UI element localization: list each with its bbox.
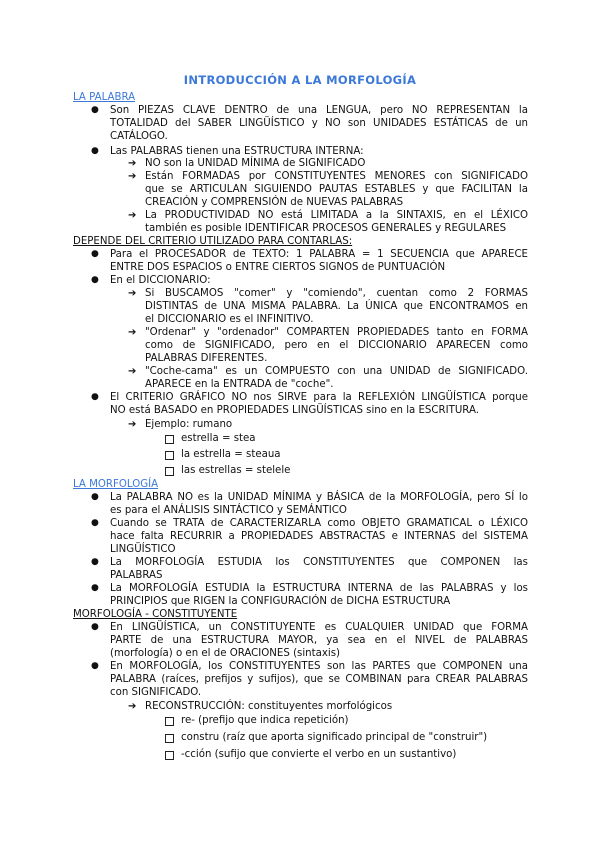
bullet-icon: ● bbox=[91, 583, 99, 593]
checkbox-icon bbox=[165, 717, 174, 726]
palabra-s2-line1: Están FORMADAS por CONSTITUYENTES MENORES con SIGNIFICADO bbox=[145, 171, 528, 182]
constituyente-b2-line3: con SIGNIFICADO. bbox=[110, 687, 202, 698]
palabra-b1-line1: Son PIEZAS CLAVE DENTRO de una LENGUA, pero NO REPRESENTAN la bbox=[110, 105, 528, 116]
criterio-b3-line1: El CRITERIO GRÁFICO NO nos SIRVE para la REFLEXIÓN LINGÜÍSTICA porque bbox=[110, 392, 528, 403]
arrow-icon: ➔ bbox=[128, 327, 137, 338]
palabra-b1-line3: CATÁLOGO. bbox=[110, 131, 168, 142]
morfologia-b1-line1: La PALABRA NO es la UNIDAD MÍNIMA y BÁSICA de la MORFOLOGÍA, pero SÍ lo bbox=[110, 492, 528, 503]
criterio-b3-line2: NO está BASADO en PROPIEDADES LINGÜÍSTICAS sino en la ESCRITURA. bbox=[110, 405, 479, 416]
bullet-icon: ● bbox=[91, 518, 99, 528]
constituyente-b1-line2: PARTE de una ESTRUCTURA MAYOR, ya sea en el NIVEL de PALABRAS bbox=[110, 635, 528, 646]
arrow-icon: ➔ bbox=[128, 288, 137, 299]
bullet-icon: ● bbox=[91, 105, 99, 115]
arrow-icon: ➔ bbox=[128, 366, 137, 377]
bullet-icon: ● bbox=[91, 661, 99, 671]
palabra-b1-line2: TOTALIDAD del SABER LINGÜÍSTICO y NO son UNIDADES ESTÁTICAS de un bbox=[110, 118, 528, 129]
criterio-s2-line2: como de SIGNIFICADO, pero en el DICCIONARIO APARECEN como bbox=[145, 340, 528, 351]
criterio-b1-line1: Para el PROCESADOR de TEXTO: 1 PALABRA = 1 SECUENCIA que APARECE bbox=[110, 249, 528, 260]
bullet-icon: ● bbox=[91, 622, 99, 632]
morfologia-b1-line2: es para el ANÁLISIS SINTÁCTICO y SEMÁNTICO bbox=[110, 505, 347, 516]
criterio-s1-line1: Si BUSCAMOS "comer" y "comiendo", cuentan como 2 FORMAS bbox=[145, 288, 528, 299]
bullet-icon: ● bbox=[91, 492, 99, 502]
criterio-b1-line2: ENTRE DOS ESPACIOS o ENTRE CIERTOS SIGNOS de PUNTUACIÓN bbox=[110, 262, 446, 273]
palabra-s3-line1: La PRODUCTIVIDAD NO está LIMITADA a la SINTAXIS, en el LÉXICO bbox=[145, 210, 528, 221]
arrow-icon: ➔ bbox=[128, 210, 137, 221]
checkbox-icon bbox=[165, 751, 174, 760]
criterio-b2: En el DICCIONARIO: bbox=[110, 275, 211, 286]
bullet-icon: ● bbox=[91, 146, 99, 156]
criterio-c1: estrella = stea bbox=[181, 433, 256, 444]
palabra-b2: Las PALABRAS tienen una ESTRUCTURA INTERNA: bbox=[110, 146, 364, 157]
palabra-s2-line2: que se ARTICULAN SIGUIENDO PAUTAS ESTABLES y que FACILITAN la bbox=[145, 184, 528, 195]
constituyente-b1-line3: (morfología) o en el de ORACIONES (sintaxis) bbox=[110, 648, 341, 659]
arrow-icon: ➔ bbox=[128, 171, 137, 182]
constituyente-b2-line2: PALABRA (raíces, prefijos y sufijos), que se COMBINAN para CREAR PALABRAS bbox=[110, 674, 528, 685]
arrow-icon: ➔ bbox=[128, 158, 137, 169]
criterio-s3-line2: APARECE en la ENTRADA de "coche". bbox=[145, 379, 334, 390]
criterio-c3: las estrellas = stelele bbox=[181, 465, 291, 476]
constituyente-c2: constru (raíz que aporta significado principal de "construir") bbox=[181, 732, 488, 743]
constituyente-c3: -cción (sufijo que convierte el verbo en un sustantivo) bbox=[181, 749, 457, 760]
criterio-ejemplo: Ejemplo: rumano bbox=[145, 419, 233, 430]
morfologia-b3-line1: La MORFOLOGÍA ESTUDIA los CONSTITUYENTES que COMPONEN las bbox=[110, 557, 528, 568]
criterio-s2-line1: "Ordenar" y "ordenador" COMPARTEN PROPIEDADES tanto en FORMA bbox=[145, 327, 528, 338]
constituyente-b1-line1: En LINGÜÍSTICA, un CONSTITUYENTE es CUALQUIER UNIDAD que FORMA bbox=[110, 622, 528, 633]
arrow-icon: ➔ bbox=[128, 419, 137, 430]
criterio-s2-line3: PALABRAS DIFERENTES. bbox=[145, 353, 268, 364]
morfologia-b2-line3: LINGÜÍSTICO bbox=[110, 544, 176, 555]
constituyente-s1: RECONSTRUCCIÓN: constituyentes morfológicos bbox=[145, 701, 393, 712]
checkbox-icon bbox=[165, 734, 174, 743]
checkbox-icon bbox=[165, 435, 174, 444]
morfologia-b2-line2: hace falta RECURRIR a PROPIEDADES ABSTRACTAS e INTERNAS del SISTEMA bbox=[110, 531, 528, 542]
criterio-s3-line1: "Coche-cama" es un COMPUESTO con una UNIDAD de SIGNIFICADO. bbox=[145, 366, 528, 377]
palabra-s3-line2: también es posible IDENTIFICAR PROCESOS GENERALES y REGULARES bbox=[145, 223, 507, 234]
heading-la-morfologia: LA MORFOLOGÍA bbox=[73, 479, 159, 490]
criterio-s1-line2: DISTINTAS de UNA MISMA PALABRA. La ÚNICA que ENCONTRAMOS en bbox=[145, 301, 528, 312]
morfologia-b2-line1: Cuando se TRATA de CARACTERIZARLA como OBJETO GRAMATICAL o LÉXICO bbox=[110, 518, 528, 529]
bullet-icon: ● bbox=[91, 392, 99, 402]
heading-la-palabra: LA PALABRA bbox=[73, 92, 136, 103]
checkbox-icon bbox=[165, 451, 174, 460]
constituyente-c1: re- (prefijo que indica repetición) bbox=[181, 715, 349, 726]
bullet-icon: ● bbox=[91, 275, 99, 285]
bullet-icon: ● bbox=[91, 249, 99, 259]
arrow-icon: ➔ bbox=[128, 701, 137, 712]
morfologia-b3-line2: PALABRAS bbox=[110, 570, 163, 581]
morfologia-b4-line2: PRINCIPIOS que RIGEN la CONFIGURACIÓN de DICHA ESTRUCTURA bbox=[110, 596, 451, 607]
criterio-s1-line3: el DICCIONARIO es el INFINITIVO. bbox=[145, 314, 314, 325]
checkbox-icon bbox=[165, 467, 174, 476]
bullet-icon: ● bbox=[91, 557, 99, 567]
palabra-s2-line3: CREACIÓN y COMPRENSIÓN de NUEVAS PALABRAS bbox=[145, 197, 404, 208]
constituyente-b2-line1: En MORFOLOGÍA, los CONSTITUYENTES son las PARTES que COMPONEN una bbox=[110, 661, 528, 672]
heading-criterio: DEPENDE DEL CRITERIO UTILIZADO PARA CONTARLAS: bbox=[73, 236, 353, 247]
morfologia-b4-line1: La MORFOLOGÍA ESTUDIA la ESTRUCTURA INTERNA de las PALABRAS y los bbox=[110, 583, 528, 594]
palabra-s1: NO son la UNIDAD MÍNIMA de SIGNIFICADO bbox=[145, 158, 366, 169]
criterio-c2: la estrella = steaua bbox=[181, 449, 281, 460]
page-title: INTRODUCCIÓN A LA MORFOLOGÍA bbox=[183, 73, 417, 87]
heading-constituyente: MORFOLOGÍA - CONSTITUYENTE bbox=[73, 609, 238, 620]
